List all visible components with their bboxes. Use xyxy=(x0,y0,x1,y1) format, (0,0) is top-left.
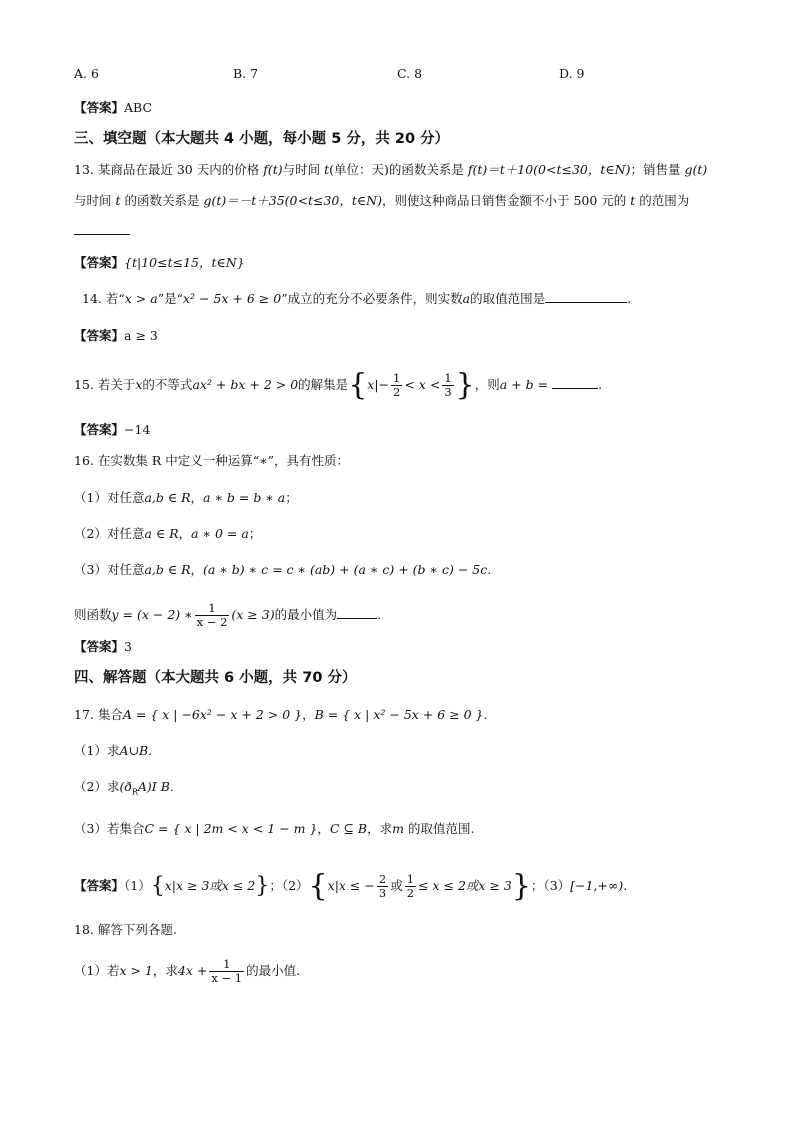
q15-text: 的不等式 xyxy=(142,377,193,392)
q14-answer: a ≥ 3 xyxy=(124,328,158,343)
frac-den: 2 xyxy=(406,886,415,900)
q13-text: 13. 某商品在最近 30 天内的价格 xyxy=(74,162,264,177)
q14-var: a xyxy=(462,291,471,306)
answer-tag: 【答案】 xyxy=(74,255,125,270)
q18-text: 的最小值. xyxy=(246,963,301,978)
q17-text: . xyxy=(148,743,153,758)
q15-answer-line xyxy=(74,421,150,439)
q14-text: 14. 若“ xyxy=(82,291,125,306)
q15-text: 15. 若关于 xyxy=(74,377,136,392)
answer-tag: 【答案】 xyxy=(74,422,125,437)
q16-text: （1）对任意 xyxy=(74,490,145,505)
q17-math: A∪B xyxy=(119,743,149,758)
q17-answer-sep: . xyxy=(623,878,628,893)
q16-text: ， xyxy=(178,526,192,541)
q17-answer-sep: ； xyxy=(269,878,282,893)
q16-function-line xyxy=(74,602,381,629)
q17-answer2: ≤ x ≤ 2或x ≥ 3 xyxy=(418,878,512,893)
q13-blank-line xyxy=(74,222,130,240)
q15-answer: −14 xyxy=(124,422,151,437)
q16-text: ； xyxy=(248,526,262,541)
q14-text: ”成立的充分不必要条件，则实数 xyxy=(281,291,463,306)
q13-sales-expr: g(t)＝－t＋35(0<t≤30，t∈N) xyxy=(203,193,382,208)
q15-line xyxy=(74,367,603,403)
frac-num: 1 xyxy=(195,602,230,616)
q13-line1 xyxy=(74,161,707,179)
q14-text: . xyxy=(627,291,632,306)
q13-text: 的范围为 xyxy=(635,193,690,208)
frac-num: 1 xyxy=(406,872,415,886)
q14-answer-line xyxy=(74,327,158,345)
q16-text: ； xyxy=(285,490,298,505)
q15-set-part: x|− xyxy=(367,377,390,392)
q13-text: 与时间 xyxy=(282,162,325,177)
frac-den: 2 xyxy=(393,385,401,399)
frac-num: 2 xyxy=(378,872,387,886)
q16-text: ， xyxy=(190,490,204,505)
section3-title: 三、填空题（本大题共 4 小题，每小题 5 分，共 20 分） xyxy=(74,131,450,147)
choice-a: A. 6 xyxy=(74,66,99,81)
frac-den: x − 1 xyxy=(211,971,243,985)
q16-math: (a ∗ b) ∗ c = c ∗ (ab) + (a ∗ c) + (b ∗ c) − 5c xyxy=(203,562,488,577)
q17-text: （3）若集合 xyxy=(74,821,145,836)
frac-den: x − 2 xyxy=(196,615,228,629)
q15-inequality: ax² + bx + 2 > 0 xyxy=(192,377,299,392)
q17-text: （1）求 xyxy=(74,743,120,758)
q18-text: ，求 xyxy=(152,963,178,978)
q17-answer3: [−1,+∞) xyxy=(570,878,624,893)
q17-answer-sep: ； xyxy=(530,878,544,893)
q15-sum: a + b = xyxy=(499,377,549,392)
q17-answer2: 或 xyxy=(390,878,403,893)
q17-text: （2）求 xyxy=(74,779,120,794)
q16-answer-line xyxy=(74,638,132,656)
q17-frac1 xyxy=(377,873,388,900)
q17-set-a: A = { x | −6x² − x + 2 > 0 } xyxy=(122,707,303,722)
q16-answer: 3 xyxy=(124,639,132,654)
q13-text: (单位：天)的函数关系是 xyxy=(329,162,468,177)
q17-text: 的取值范围. xyxy=(403,821,475,836)
q13-text: ，则使这种商品日销售金额不小于 500 元的 xyxy=(381,193,631,208)
choice-c: C. 8 xyxy=(397,66,423,81)
q17-frac2 xyxy=(405,873,416,900)
answer-tag: 【答案】 xyxy=(74,639,125,654)
q17-part1 xyxy=(74,742,152,760)
q14-text: 的取值范围是 xyxy=(470,291,546,306)
q15-var: x xyxy=(135,377,143,392)
q17-text: ， xyxy=(302,707,315,722)
q18-math: x > 1 xyxy=(119,963,153,978)
q17-line xyxy=(74,706,487,724)
q17-text: ， xyxy=(317,821,330,836)
q16-math: a,b ∈ R xyxy=(144,490,191,505)
q16-text: ， xyxy=(190,562,204,577)
q13-text: ；销售量 xyxy=(630,162,685,177)
q13-sales-fn: g(t) xyxy=(684,162,708,177)
q12-answer: ABC xyxy=(124,100,153,115)
q12-answer-line xyxy=(74,99,152,117)
q17-part2 xyxy=(74,778,174,802)
q15-text: ，则 xyxy=(474,377,500,392)
q16-intro: 16. 在实数集 R 中定义一种运算“∗”，具有性质： xyxy=(74,453,349,468)
answer-tag: 【答案】 xyxy=(74,878,125,893)
q13-var: t xyxy=(115,193,121,208)
q17-answer-label: （1） xyxy=(124,878,151,893)
q17-answer-line xyxy=(74,868,628,904)
q17-answer-label: （2） xyxy=(281,878,309,893)
q17-math: R xyxy=(131,787,138,797)
q16-math: a ∗ 0 = a xyxy=(191,526,249,541)
answer-tag: 【答案】 xyxy=(74,328,125,343)
q16-text: （2）对任意 xyxy=(74,526,145,541)
q15-frac1 xyxy=(391,372,402,399)
answer-blank xyxy=(545,290,627,303)
q16-math: a ∗ b = b ∗ a xyxy=(203,490,286,505)
answer-tag: 【答案】 xyxy=(74,100,125,115)
choice-b: B. 7 xyxy=(233,66,259,81)
q17-math: (ð xyxy=(119,779,132,794)
section4-title: 四、解答题（本大题共 6 小题，共 70 分） xyxy=(74,670,357,686)
q16-text: 的最小值为 xyxy=(274,607,338,622)
q13-var: t xyxy=(630,193,636,208)
q17-answer2: x|x ≤ − xyxy=(327,878,375,893)
q18-frac xyxy=(209,958,244,985)
q16-math: (x ≥ 3) xyxy=(231,607,275,622)
q17-answer-label: （3） xyxy=(543,878,571,893)
q17-math: C = { x | 2m < x < 1 − m } xyxy=(144,821,318,836)
answer-blank xyxy=(74,222,130,235)
right-brace: } xyxy=(255,873,270,899)
q16-text: （3）对任意 xyxy=(74,562,145,577)
left-brace: { xyxy=(348,367,368,403)
q18-part1 xyxy=(74,958,300,985)
q17-text: 17. 集合 xyxy=(74,707,123,722)
q16-math: a ∈ R xyxy=(144,526,179,541)
q14-line xyxy=(82,290,631,308)
q16-frac xyxy=(195,602,230,629)
answer-blank xyxy=(552,376,598,389)
q16-math: y = (x − 2) ∗ xyxy=(111,607,193,622)
q17-math: A)Ι B xyxy=(137,779,170,794)
frac-num: 1 xyxy=(444,371,452,385)
q13-price-expr: f(t)＝t＋10(0<t≤30，t∈N) xyxy=(467,162,631,177)
q18-math: 4x + xyxy=(177,963,208,978)
frac-num: 1 xyxy=(393,371,401,385)
left-brace: { xyxy=(308,868,328,904)
q16-text: . xyxy=(377,607,382,622)
q13-answer-line xyxy=(74,254,245,272)
left-brace: { xyxy=(150,873,165,899)
q16-prop2 xyxy=(74,525,261,543)
q15-set-part: < x < xyxy=(404,377,441,392)
q18-text: （1）若 xyxy=(74,963,120,978)
frac-den: 3 xyxy=(444,385,452,399)
answer-blank xyxy=(337,606,377,619)
right-brace: } xyxy=(511,868,531,904)
q15-text: 的解集是 xyxy=(298,377,349,392)
q13-answer: {t|10≤t≤15，t∈N} xyxy=(124,255,245,270)
choice-d: D. 9 xyxy=(559,66,585,81)
q14-text: ”是“ xyxy=(157,291,183,306)
frac-den: 3 xyxy=(378,886,387,900)
q17-text: . xyxy=(169,779,174,794)
q17-var: m xyxy=(392,821,404,836)
q16-prop3 xyxy=(74,561,491,579)
q17-text: ，求 xyxy=(367,821,393,836)
q17-answer1: x|x ≥ 3或x ≤ 2 xyxy=(164,878,256,893)
q17-math: C ⊆ B xyxy=(329,821,368,836)
q13-var: t xyxy=(324,162,330,177)
q16-prop1 xyxy=(74,489,298,507)
right-brace: } xyxy=(455,367,475,403)
q16-text: 则函数 xyxy=(74,607,112,622)
q14-condition1: x > a xyxy=(124,291,158,306)
frac-num: 1 xyxy=(209,958,244,972)
q15-frac2 xyxy=(442,372,453,399)
q14-condition2: x² − 5x + 6 ≥ 0 xyxy=(182,291,282,306)
q17-set-b: B = { x | x² − 5x + 6 ≥ 0 } xyxy=(314,707,484,722)
q13-line2 xyxy=(74,192,689,210)
q15-text: . xyxy=(598,377,603,392)
q13-price-fn: f(t) xyxy=(263,162,283,177)
q17-text: . xyxy=(483,707,488,722)
q16-math: a,b ∈ R xyxy=(144,562,191,577)
q17-part3 xyxy=(74,820,474,838)
q13-text: 与时间 xyxy=(74,193,116,208)
q13-text: 的函数关系是 xyxy=(120,193,204,208)
q18-intro: 18. 解答下列各题. xyxy=(74,922,177,937)
q16-text: . xyxy=(487,562,492,577)
